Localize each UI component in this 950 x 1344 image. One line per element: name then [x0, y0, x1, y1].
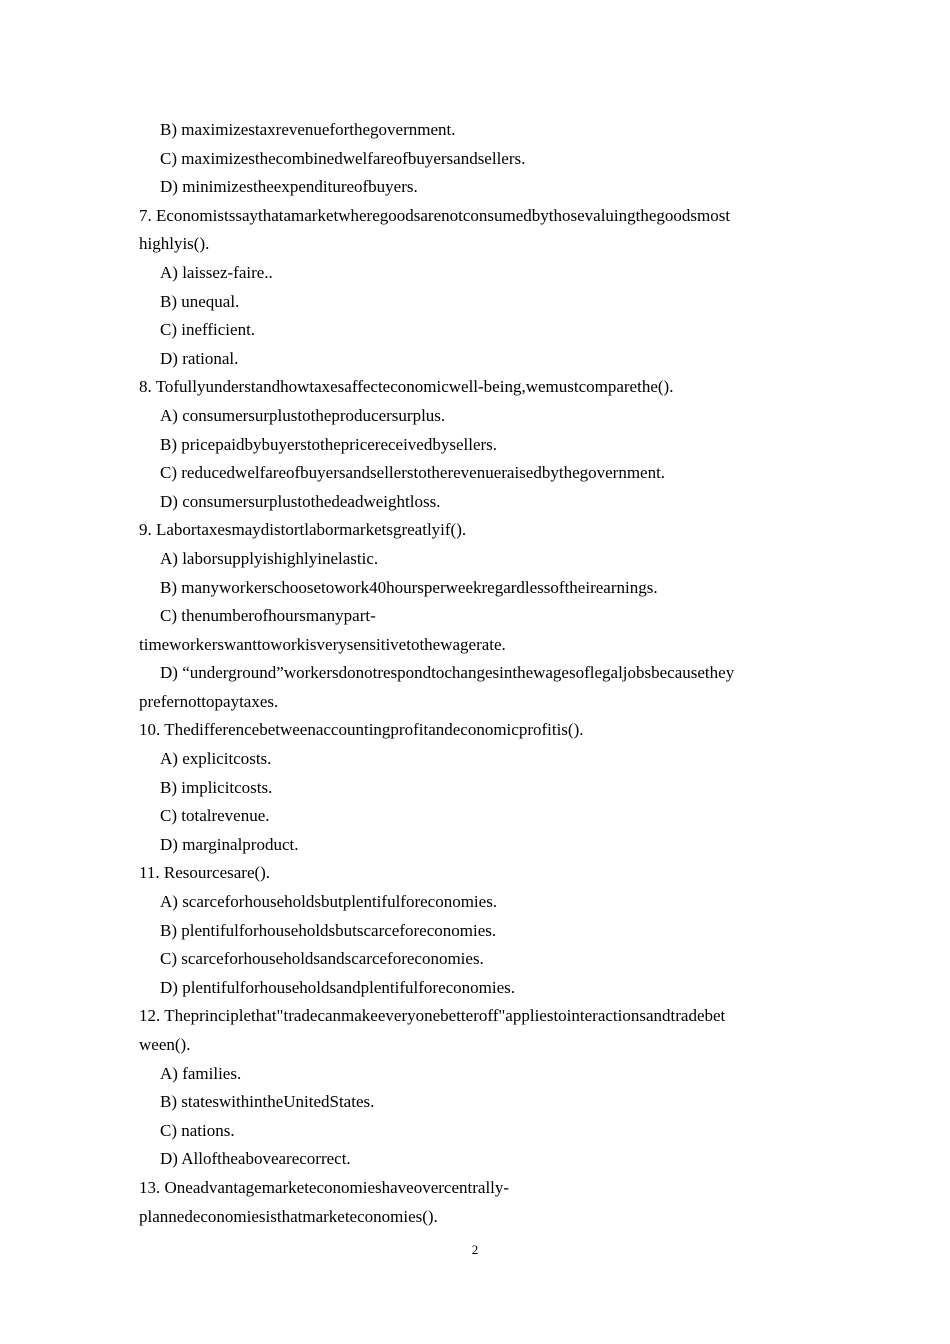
question-text-line: 7. Economistssaythatamarketwheregoodsarenotconsumedbythosevaluingthegoodsmost — [139, 205, 731, 225]
answer-option-line: C) nations. — [160, 1120, 235, 1140]
question-text-line: 11. Resourcesare(). — [139, 863, 271, 883]
answer-option-line: C) totalrevenue. — [160, 806, 270, 826]
answer-option-line: C) thenumberofhoursmanypart- — [160, 606, 376, 626]
answer-option-line: C) inefficient. — [160, 320, 256, 340]
answer-option-line: A) scarceforhouseholdsbutplentifulforeconomies. — [160, 892, 498, 912]
answer-option-line: B) stateswithintheUnitedStates. — [160, 1092, 375, 1112]
answer-option-line: A) laborsupplyishighlyinelastic. — [160, 548, 379, 568]
answer-option-line: B) unequal. — [160, 291, 240, 311]
answer-option-line: B) maximizestaxrevenueforthegovernment. — [160, 120, 456, 139]
document-body — [139, 116, 819, 1231]
answer-option-line: A) laissez-faire.. — [160, 262, 273, 282]
question-text-line: prefernottopaytaxes. — [139, 691, 279, 711]
answer-option-line: C) reducedwelfareofbuyersandsellerstotherevenueraisedbythegovernment. — [160, 463, 666, 483]
question-text-line: highlyis(). — [139, 234, 210, 254]
answer-option-line: A) consumersurplustotheproducersurplus. — [160, 405, 446, 425]
question-text-line: ween(). — [139, 1035, 191, 1054]
question-text-line: 12. Theprinciplethat"tradecanmakeeveryonebetteroff"appliestointeractionsandtradebet — [139, 1006, 726, 1026]
question-text-line: 10. Thedifferencebetweenaccountingprofitandeconomicprofitis(). — [139, 720, 584, 740]
question-text-line: plannedeconomiesisthatmarketeconomies(). — [139, 1206, 438, 1226]
answer-option-line: D) minimizestheexpenditureofbuyers. — [160, 177, 418, 197]
answer-option-line: B) implicitcosts. — [160, 777, 273, 797]
answer-option-line: A) explicitcosts. — [160, 749, 272, 769]
answer-option-line: A) families. — [160, 1063, 242, 1083]
page-number: 2 — [471, 1242, 479, 1257]
answer-option-line: D) consumersurplustothedeadweightloss. — [160, 491, 441, 511]
answer-option-line: B) plentifulforhouseholdsbutscarceforeconomies. — [160, 920, 497, 940]
answer-option-line: D) “underground”workersdonotrespondtochangesinthewagesoflegaljobsbecausethey — [160, 663, 735, 683]
question-text-line: 13. Oneadvantagemarketeconomieshaveovercentrally- — [139, 1177, 510, 1197]
answer-option-line: C) scarceforhouseholdsandscarceforeconomies. — [160, 949, 484, 969]
answer-option-line: D) plentifulforhouseholdsandplentifulforeconomies. — [160, 977, 516, 997]
answer-option-line: B) pricepaidbybuyerstothepricereceivedbysellers. — [160, 434, 498, 454]
question-text-line: timeworkerswanttoworkisverysensitivetothewagerate. — [139, 634, 506, 654]
answer-option-line: D) rational. — [160, 348, 239, 368]
answer-option-line: D) Alloftheabovearecorrect. — [160, 1149, 351, 1169]
question-text-line: 8. Tofullyunderstandhowtaxesaffecteconomicwell-being,wemustcomparethe(). — [139, 377, 674, 397]
question-text-line: 9. Labortaxesmaydistortlabormarketsgreatlyif(). — [139, 520, 467, 540]
answer-option-line: C) maximizesthecombinedwelfareofbuyersandsellers. — [160, 148, 526, 168]
answer-option-line: B) manyworkerschoosetowork40hoursperweekregardlessoftheirearnings. — [160, 577, 658, 597]
answer-option-line: D) marginalproduct. — [160, 834, 299, 854]
